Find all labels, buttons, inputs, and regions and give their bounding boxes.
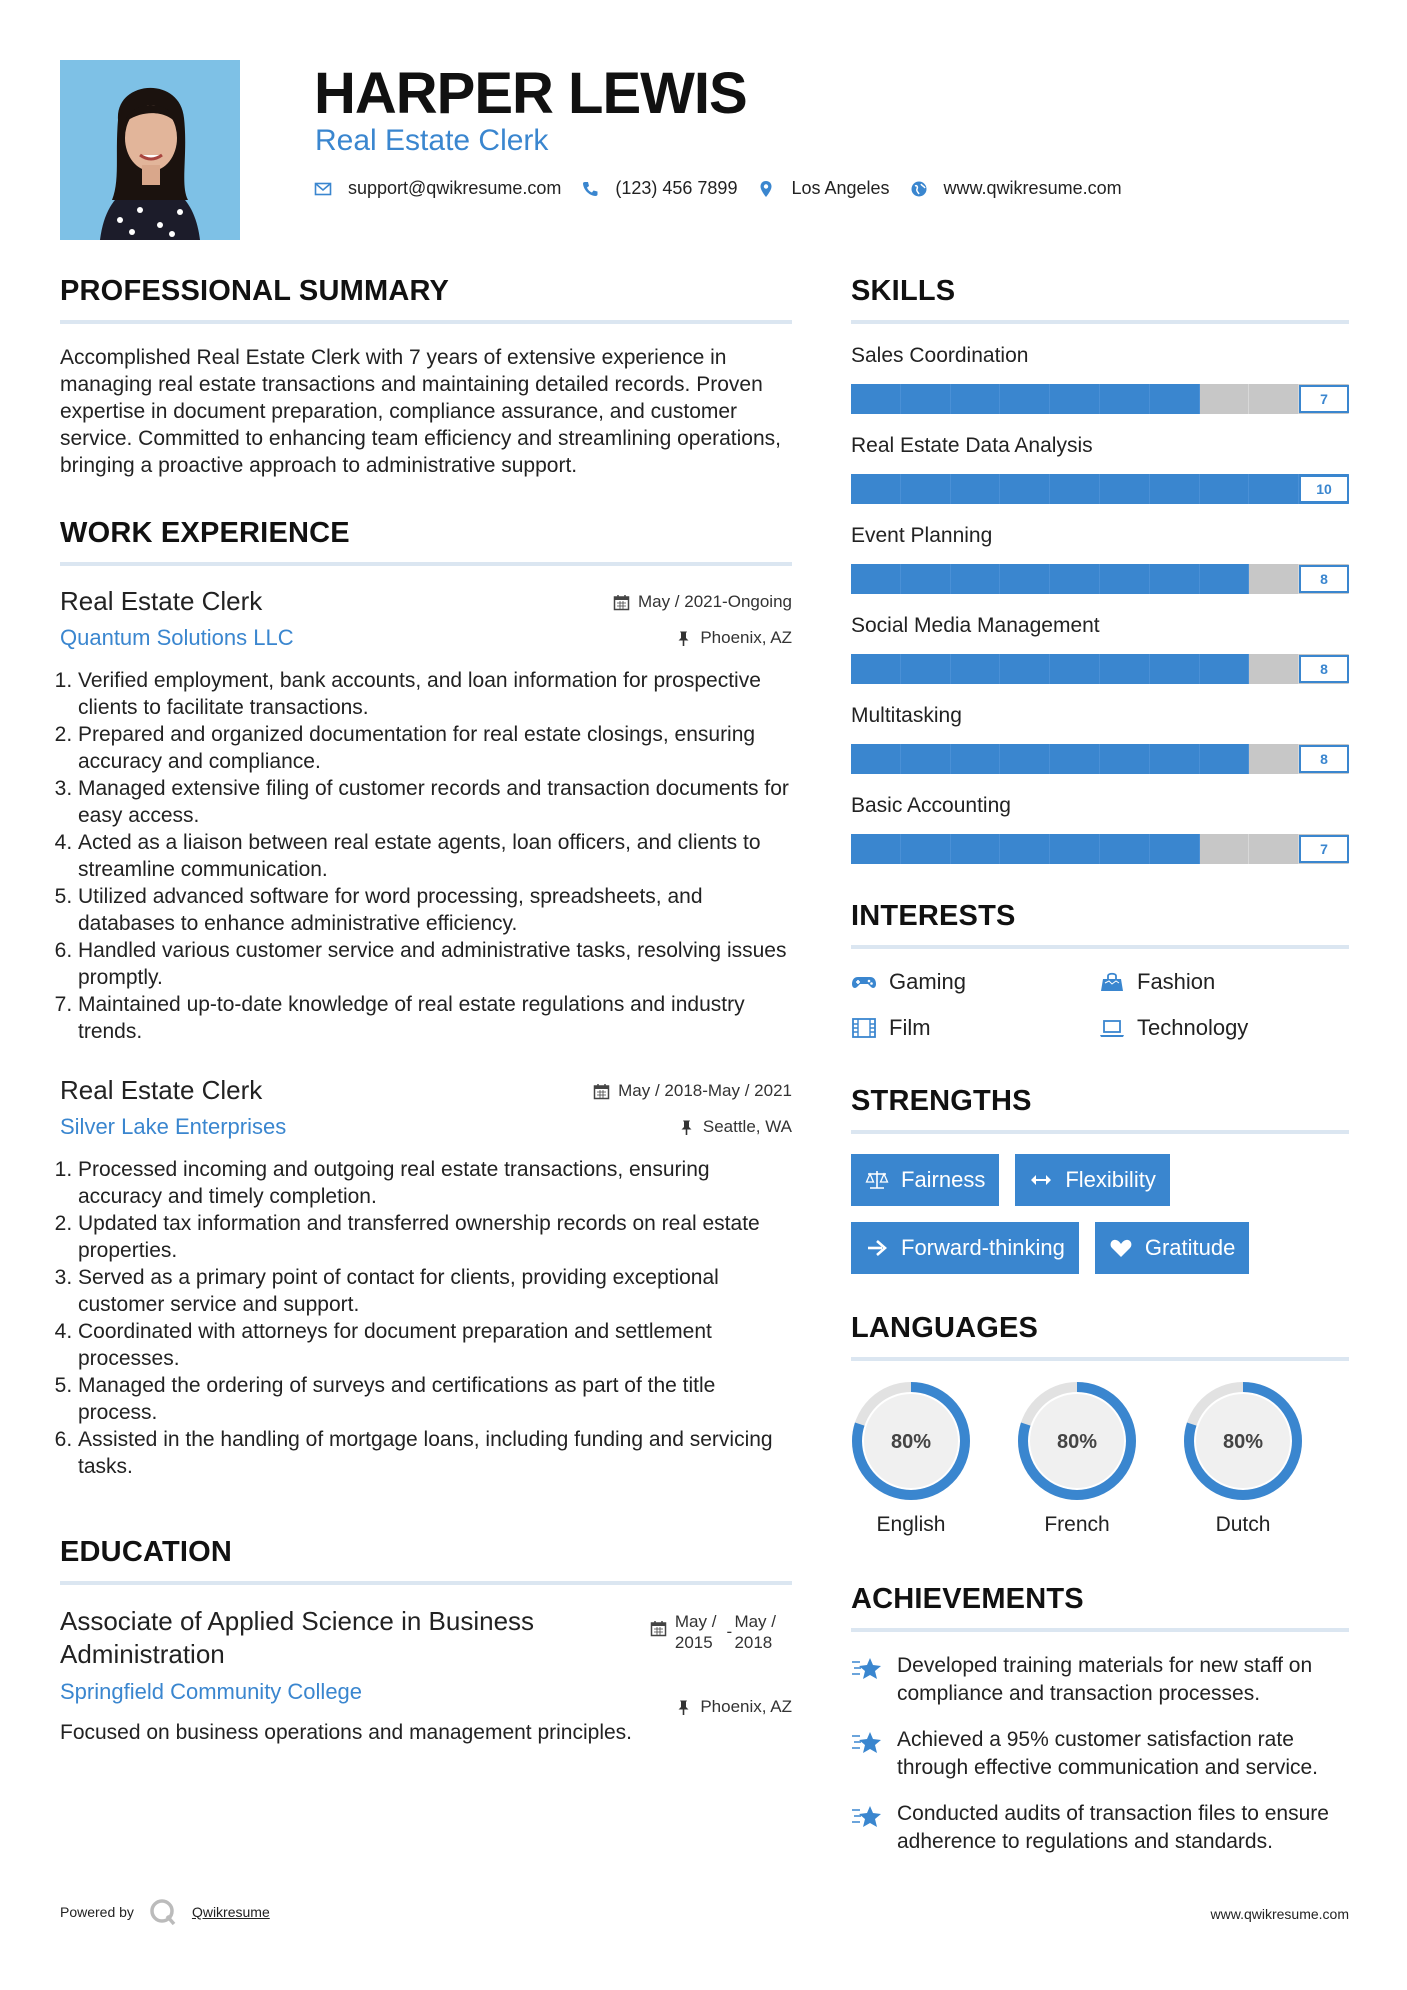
strengths-heading: STRENGTHS [851, 1085, 1349, 1134]
interest-film [851, 1015, 1099, 1041]
skill-bar-segment [1249, 834, 1299, 864]
job-entry [60, 586, 792, 1045]
education-start-month: May / [674, 1612, 717, 1631]
calendar-icon [650, 1620, 667, 1637]
skill-bar-segment [901, 654, 951, 684]
job-entry [60, 1075, 792, 1480]
contact-phone[interactable] [581, 178, 737, 199]
strength-label: Flexibility [1065, 1167, 1156, 1192]
skill-bar-segment [901, 474, 951, 504]
languages-heading: LANGUAGES [851, 1312, 1349, 1361]
skill-bar-segment [1150, 474, 1200, 504]
achievements-heading: ACHIEVEMENTS [851, 1583, 1349, 1632]
skills-heading: SKILLS [851, 275, 1349, 324]
skills-list [851, 344, 1349, 864]
education-heading: EDUCATION [60, 1536, 792, 1585]
skill-name: Sales Coordination [851, 344, 1029, 367]
globe-icon [910, 180, 928, 198]
language-ring [1017, 1381, 1137, 1501]
skill-bar-segment [851, 654, 901, 684]
skill-bar-segment [1050, 654, 1100, 684]
skills-section [851, 275, 1349, 864]
skill-bar-segment [1000, 564, 1050, 594]
languages-list [851, 1381, 1349, 1537]
skill-bar-segment [951, 744, 1001, 774]
duty-item: 6. Handled various customer service and administrative tasks, resolving issues promptly. [78, 937, 792, 991]
skill-bar-segment [951, 834, 1001, 864]
skill-bar-segment [851, 384, 901, 414]
job-date-text: May / 2021-Ongoing [637, 592, 792, 611]
duty-item: 6. Assisted in the handling of mortgage loans, including funding and servicing tasks. [78, 1426, 792, 1480]
skill-bar-segment [1000, 654, 1050, 684]
achievement-item [851, 1800, 1349, 1856]
strengths-section [851, 1085, 1349, 1274]
skill-bar-segment [1000, 384, 1050, 414]
language-percent: 80% [1222, 1431, 1264, 1453]
skill-bar-segment [901, 744, 951, 774]
skill-item [851, 524, 1349, 594]
skill-bar-segment [1000, 834, 1050, 864]
skill-rating: 8 [1299, 655, 1349, 683]
heart-icon [1109, 1237, 1133, 1259]
job-location-text: Seattle, WA [702, 1117, 792, 1136]
education-section [60, 1536, 792, 1746]
phone-icon [581, 180, 599, 198]
skill-bar-segment [1050, 564, 1100, 594]
achievement-item [851, 1726, 1349, 1782]
skill-bar-segment [1249, 744, 1299, 774]
skill-name: Basic Accounting [851, 794, 1011, 817]
footer-powered-by [60, 1897, 270, 1927]
interest-label: Fashion [1137, 969, 1216, 994]
candidate-name: HARPER LEWIS [314, 61, 747, 126]
interest-gaming [851, 969, 1099, 995]
duty-item: 1. Processed incoming and outgoing real estate transactions, ensuring accuracy and timely completion. [78, 1156, 792, 1210]
skill-bar-segment [1150, 654, 1200, 684]
contact-bar [314, 178, 1142, 199]
education-entry [60, 1605, 792, 1746]
skill-bar-segment [1150, 834, 1200, 864]
job-company: Silver Lake Enterprises [60, 1114, 287, 1139]
qwikresume-logo-icon [148, 1897, 178, 1927]
interest-label: Film [889, 1015, 931, 1040]
skill-bar-segment [1050, 834, 1100, 864]
skill-rating: 8 [1299, 565, 1349, 593]
achievement-item [851, 1652, 1349, 1708]
job-duties [60, 1156, 792, 1480]
shopping-bag-icon [1099, 971, 1125, 993]
summary-section [60, 275, 792, 479]
achievements-list [851, 1652, 1349, 1856]
skill-bar [851, 654, 1349, 684]
shooting-star-icon [851, 1802, 883, 1832]
language-name: English [876, 1513, 946, 1536]
arrows-horizontal-icon [1029, 1169, 1053, 1191]
language-ring [1183, 1381, 1303, 1501]
skill-item [851, 434, 1349, 504]
skill-bar-segment [1150, 564, 1200, 594]
job-location [675, 628, 792, 648]
strength-tag [1095, 1222, 1250, 1274]
envelope-icon [314, 180, 332, 198]
skill-bar-segment [1100, 384, 1150, 414]
skill-bar-segment [901, 384, 951, 414]
contact-location [757, 178, 889, 199]
interests-heading: INTERESTS [851, 900, 1349, 949]
duty-item: 1. Verified employment, bank accounts, and loan information for prospective clients to facilitate transactions. [78, 667, 792, 721]
left-column [60, 275, 792, 1746]
skill-bar-segment [1200, 474, 1250, 504]
skill-bar-segment [1200, 744, 1250, 774]
skill-bar-segment [1249, 654, 1299, 684]
skill-name: Multitasking [851, 704, 962, 727]
skill-bar-segment [851, 744, 901, 774]
duty-item: 3. Served as a primary point of contact for clients, providing exceptional customer service and support. [78, 1264, 792, 1318]
job-company: Quantum Solutions LLC [60, 625, 294, 650]
education-location-text: Phoenix, AZ [700, 1697, 792, 1716]
skill-bar-segment [901, 564, 951, 594]
strength-tag [851, 1222, 1079, 1274]
skill-name: Real Estate Data Analysis [851, 434, 1093, 457]
job-date [613, 592, 792, 612]
pushpin-icon [678, 1119, 695, 1136]
skill-item [851, 614, 1349, 684]
duty-item: 4. Acted as a liaison between real estate agents, loan officers, and clients to streamline communication. [78, 829, 792, 883]
contact-website[interactable] [910, 178, 1122, 199]
education-date [650, 1611, 776, 1653]
skill-bar [851, 744, 1349, 774]
shooting-star-icon [851, 1728, 883, 1758]
skill-bar-segment [1249, 474, 1299, 504]
interest-label: Technology [1137, 1015, 1249, 1040]
strength-label: Fairness [901, 1167, 986, 1192]
skill-bar-segment [1150, 384, 1200, 414]
job-title: Real Estate Clerk [60, 1075, 263, 1105]
job-duties [60, 667, 792, 1045]
language-percent: 80% [890, 1431, 932, 1453]
skill-bar-segment [951, 384, 1001, 414]
duty-item: 7. Maintained up-to-date knowledge of real estate regulations and industry trends. [78, 991, 792, 1045]
skill-bar [851, 474, 1349, 504]
contact-phone-text: (123) 456 7899 [615, 178, 738, 198]
interest-technology [1099, 1015, 1349, 1041]
powered-by-text: Powered by [60, 1904, 134, 1920]
interest-fashion [1099, 969, 1349, 995]
strength-label: Gratitude [1144, 1235, 1236, 1260]
contact-website-text: www.qwikresume.com [943, 178, 1122, 198]
job-title: Real Estate Clerk [60, 586, 263, 616]
contact-location-text: Los Angeles [791, 178, 890, 198]
skill-name: Event Planning [851, 524, 993, 547]
calendar-icon [593, 1083, 610, 1100]
language-item [1183, 1381, 1303, 1537]
education-location [675, 1697, 792, 1717]
degree-title: Associate of Applied Science in Business Administration [60, 1606, 535, 1669]
education-description: Focused on business operations and management principles. [60, 1721, 633, 1744]
film-icon [851, 1017, 877, 1039]
skill-bar [851, 564, 1349, 594]
skill-rating: 8 [1299, 745, 1349, 773]
skill-bar-segment [1100, 564, 1150, 594]
contact-email-text: support@qwikresume.com [348, 178, 562, 198]
interest-label: Gaming [889, 969, 967, 994]
achievement-text: Developed training materials for new staff on compliance and transaction processes. [897, 1654, 1313, 1705]
skill-bar-segment [1100, 654, 1150, 684]
skill-bar-segment [1100, 474, 1150, 504]
skill-bar-segment [851, 564, 901, 594]
interests-section [851, 900, 1349, 1041]
right-column [851, 275, 1349, 1874]
skill-bar-segment [1000, 474, 1050, 504]
skill-bar-segment [1200, 384, 1250, 414]
balance-scale-icon [865, 1169, 889, 1191]
duty-item: 5. Managed the ordering of surveys and certifications as part of the title process. [78, 1372, 792, 1426]
experience-heading: WORK EXPERIENCE [60, 517, 792, 566]
skill-bar-segment [1249, 384, 1299, 414]
language-ring [851, 1381, 971, 1501]
duty-item: 3. Managed extensive filing of customer records and transaction documents for easy access. [78, 775, 792, 829]
laptop-icon [1099, 1017, 1125, 1039]
achievement-text: Achieved a 95% customer satisfaction rate through effective communication and service. [897, 1728, 1319, 1779]
gamepad-icon [851, 971, 877, 993]
language-name: Dutch [1215, 1513, 1271, 1536]
skill-bar-segment [951, 564, 1001, 594]
avatar [60, 60, 240, 240]
duty-item: 4. Coordinated with attorneys for document preparation and settlement processes. [78, 1318, 792, 1372]
brand-link[interactable]: Qwikresume [191, 1904, 270, 1920]
skill-bar-segment [851, 834, 901, 864]
skill-bar-segment [951, 654, 1001, 684]
duty-item: 2. Updated tax information and transferred ownership records on real estate properties. [78, 1210, 792, 1264]
strength-label: Forward-thinking [901, 1235, 1065, 1260]
skill-item [851, 344, 1349, 414]
calendar-icon [613, 594, 630, 611]
skill-bar-segment [851, 474, 901, 504]
summary-heading: PROFESSIONAL SUMMARY [60, 275, 792, 324]
skill-bar-segment [1100, 744, 1150, 774]
achievements-section [851, 1583, 1349, 1856]
achievement-text: Conducted audits of transaction files to ensure adherence to regulations and standards. [897, 1802, 1329, 1853]
pushpin-icon [675, 1699, 692, 1716]
skill-item [851, 794, 1349, 864]
job-date-text: May / 2018-May / 2021 [618, 1081, 792, 1100]
skill-bar-segment [1050, 474, 1100, 504]
skill-bar-segment [1150, 744, 1200, 774]
language-name: French [1044, 1513, 1110, 1536]
summary-text: Accomplished Real Estate Clerk with 7 years of extensive experience in managing real estate transactions and maintaining detailed records. Proven expertise in document preparation, compliance assurance, and customer service. Committed to enhancing team efficiency and streamlining operations, bringing a proactive approach to administrative support. [60, 346, 781, 477]
skill-name: Social Media Management [851, 614, 1100, 637]
skill-bar-segment [901, 834, 951, 864]
duty-item: 2. Prepared and organized documentation for real estate closings, ensuring accuracy and compliance. [78, 721, 792, 775]
interests-grid [851, 969, 1349, 1041]
language-percent: 80% [1056, 1431, 1098, 1453]
strength-tag [1015, 1154, 1169, 1206]
pushpin-icon [675, 630, 692, 647]
language-item [1017, 1381, 1137, 1537]
education-end-year: 2018 [734, 1633, 773, 1652]
skill-bar-segment [1249, 564, 1299, 594]
skill-rating: 7 [1299, 835, 1349, 863]
duty-item: 5. Utilized advanced software for word processing, spreadsheets, and databases to enhance administrative efficiency. [78, 883, 792, 937]
skill-bar-segment [951, 474, 1001, 504]
skill-bar [851, 834, 1349, 864]
footer-website[interactable]: www.qwikresume.com [1210, 1906, 1349, 1922]
education-end [726, 1611, 776, 1653]
skill-item [851, 704, 1349, 774]
skill-bar-segment [1000, 744, 1050, 774]
skill-bar-segment [1050, 744, 1100, 774]
strengths-list [851, 1154, 1349, 1274]
job-location [678, 1117, 792, 1137]
candidate-title: Real Estate Clerk [315, 124, 549, 157]
experience-section [60, 517, 792, 1480]
language-item [851, 1381, 971, 1537]
skill-bar-segment [1050, 384, 1100, 414]
skill-bar-segment [1200, 564, 1250, 594]
shooting-star-icon [851, 1654, 883, 1684]
skill-bar-segment [1200, 834, 1250, 864]
skill-bar-segment [1200, 654, 1250, 684]
strength-tag [851, 1154, 999, 1206]
skill-bar-segment [1100, 834, 1150, 864]
education-end-month: May / [734, 1612, 776, 1631]
contact-email[interactable] [314, 178, 561, 199]
map-marker-icon [757, 180, 775, 198]
arrow-right-icon [865, 1237, 889, 1259]
languages-section [851, 1312, 1349, 1537]
skill-rating: 7 [1299, 385, 1349, 413]
job-date [593, 1081, 792, 1101]
school-name: Springfield Community College [60, 1679, 363, 1704]
job-location-text: Phoenix, AZ [700, 628, 792, 647]
education-start-year: 2015 [674, 1633, 713, 1652]
skill-bar [851, 384, 1349, 414]
skill-rating: 10 [1299, 475, 1349, 503]
education-start [675, 1611, 717, 1653]
education-date-dash: - [726, 1622, 733, 1641]
profile-photo [60, 60, 240, 240]
